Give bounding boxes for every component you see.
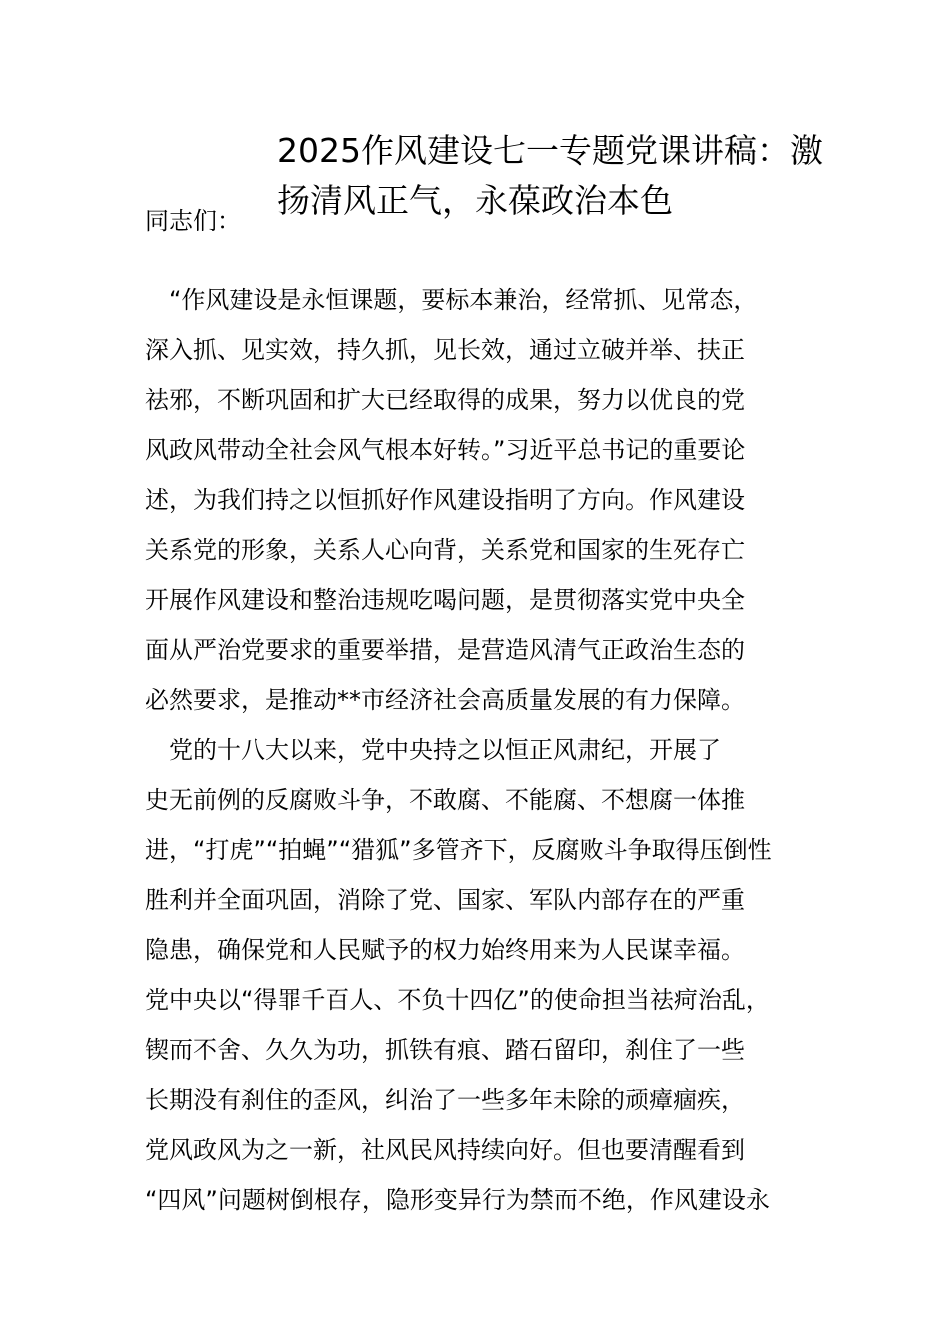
- document-title-line-1: 2025作风建设七一专题党课讲稿：激: [277, 131, 823, 170]
- body-line: 长期没有刹住的歪风，纠治了一些多年未除的顽瘴痼疾，: [145, 1086, 745, 1114]
- body-line: 面从严治党要求的重要举措，是营造风清气正政治生态的: [145, 636, 745, 664]
- body-line: 深入抓、见实效，持久抓，见长效，通过立破并举、扶正: [145, 336, 745, 364]
- body-line: 祛邪，不断巩固和扩大已经取得的成果，努力以优良的党: [145, 386, 745, 414]
- body-line: 党的十八大以来，党中央持之以恒正风肃纪，开展了: [145, 736, 721, 764]
- body-line: “作风建设是永恒课题，要标本兼治，经常抓、见常态，: [145, 286, 758, 314]
- body-line: 风政风带动全社会风气根本好转。”习近平总书记的重要论: [145, 436, 746, 464]
- body-line: 关系党的形象，关系人心向背，关系党和国家的生死存亡: [145, 536, 745, 564]
- body-line: 隐患，确保党和人民赋予的权力始终用来为人民谋幸福。: [145, 936, 745, 964]
- body-line: “四风”问题树倒根存，隐形变异行为禁而不绝，作风建设永: [145, 1186, 770, 1214]
- body-line: 史无前例的反腐败斗争，不敢腐、不能腐、不想腐一体推: [145, 786, 745, 814]
- body-line: 开展作风建设和整治违规吃喝问题，是贯彻落实党中央全: [145, 586, 745, 614]
- body-line: 述，为我们持之以恒抓好作风建设指明了方向。作风建设: [145, 486, 745, 514]
- salutation: 同志们：: [145, 207, 241, 235]
- document-title-line-2: 扬清风正气，永葆政治本色: [277, 181, 673, 220]
- body-line: 锲而不舍、久久为功，抓铁有痕、踏石留印，刹住了一些: [145, 1036, 745, 1064]
- body-line: 党风政风为之一新，社风民风持续向好。但也要清醒看到: [145, 1136, 745, 1164]
- body-line: 必然要求，是推动**市经济社会高质量发展的有力保障。: [145, 686, 745, 714]
- body-line: 进，“打虎”“拍蝇”“猎狐”多管齐下，反腐败斗争取得压倒性: [145, 836, 772, 864]
- body-line: 党中央以“得罪千百人、不负十四亿”的使命担当祛疴治乱，: [145, 986, 770, 1014]
- body-line: 胜利并全面巩固，消除了党、国家、军队内部存在的严重: [145, 886, 745, 914]
